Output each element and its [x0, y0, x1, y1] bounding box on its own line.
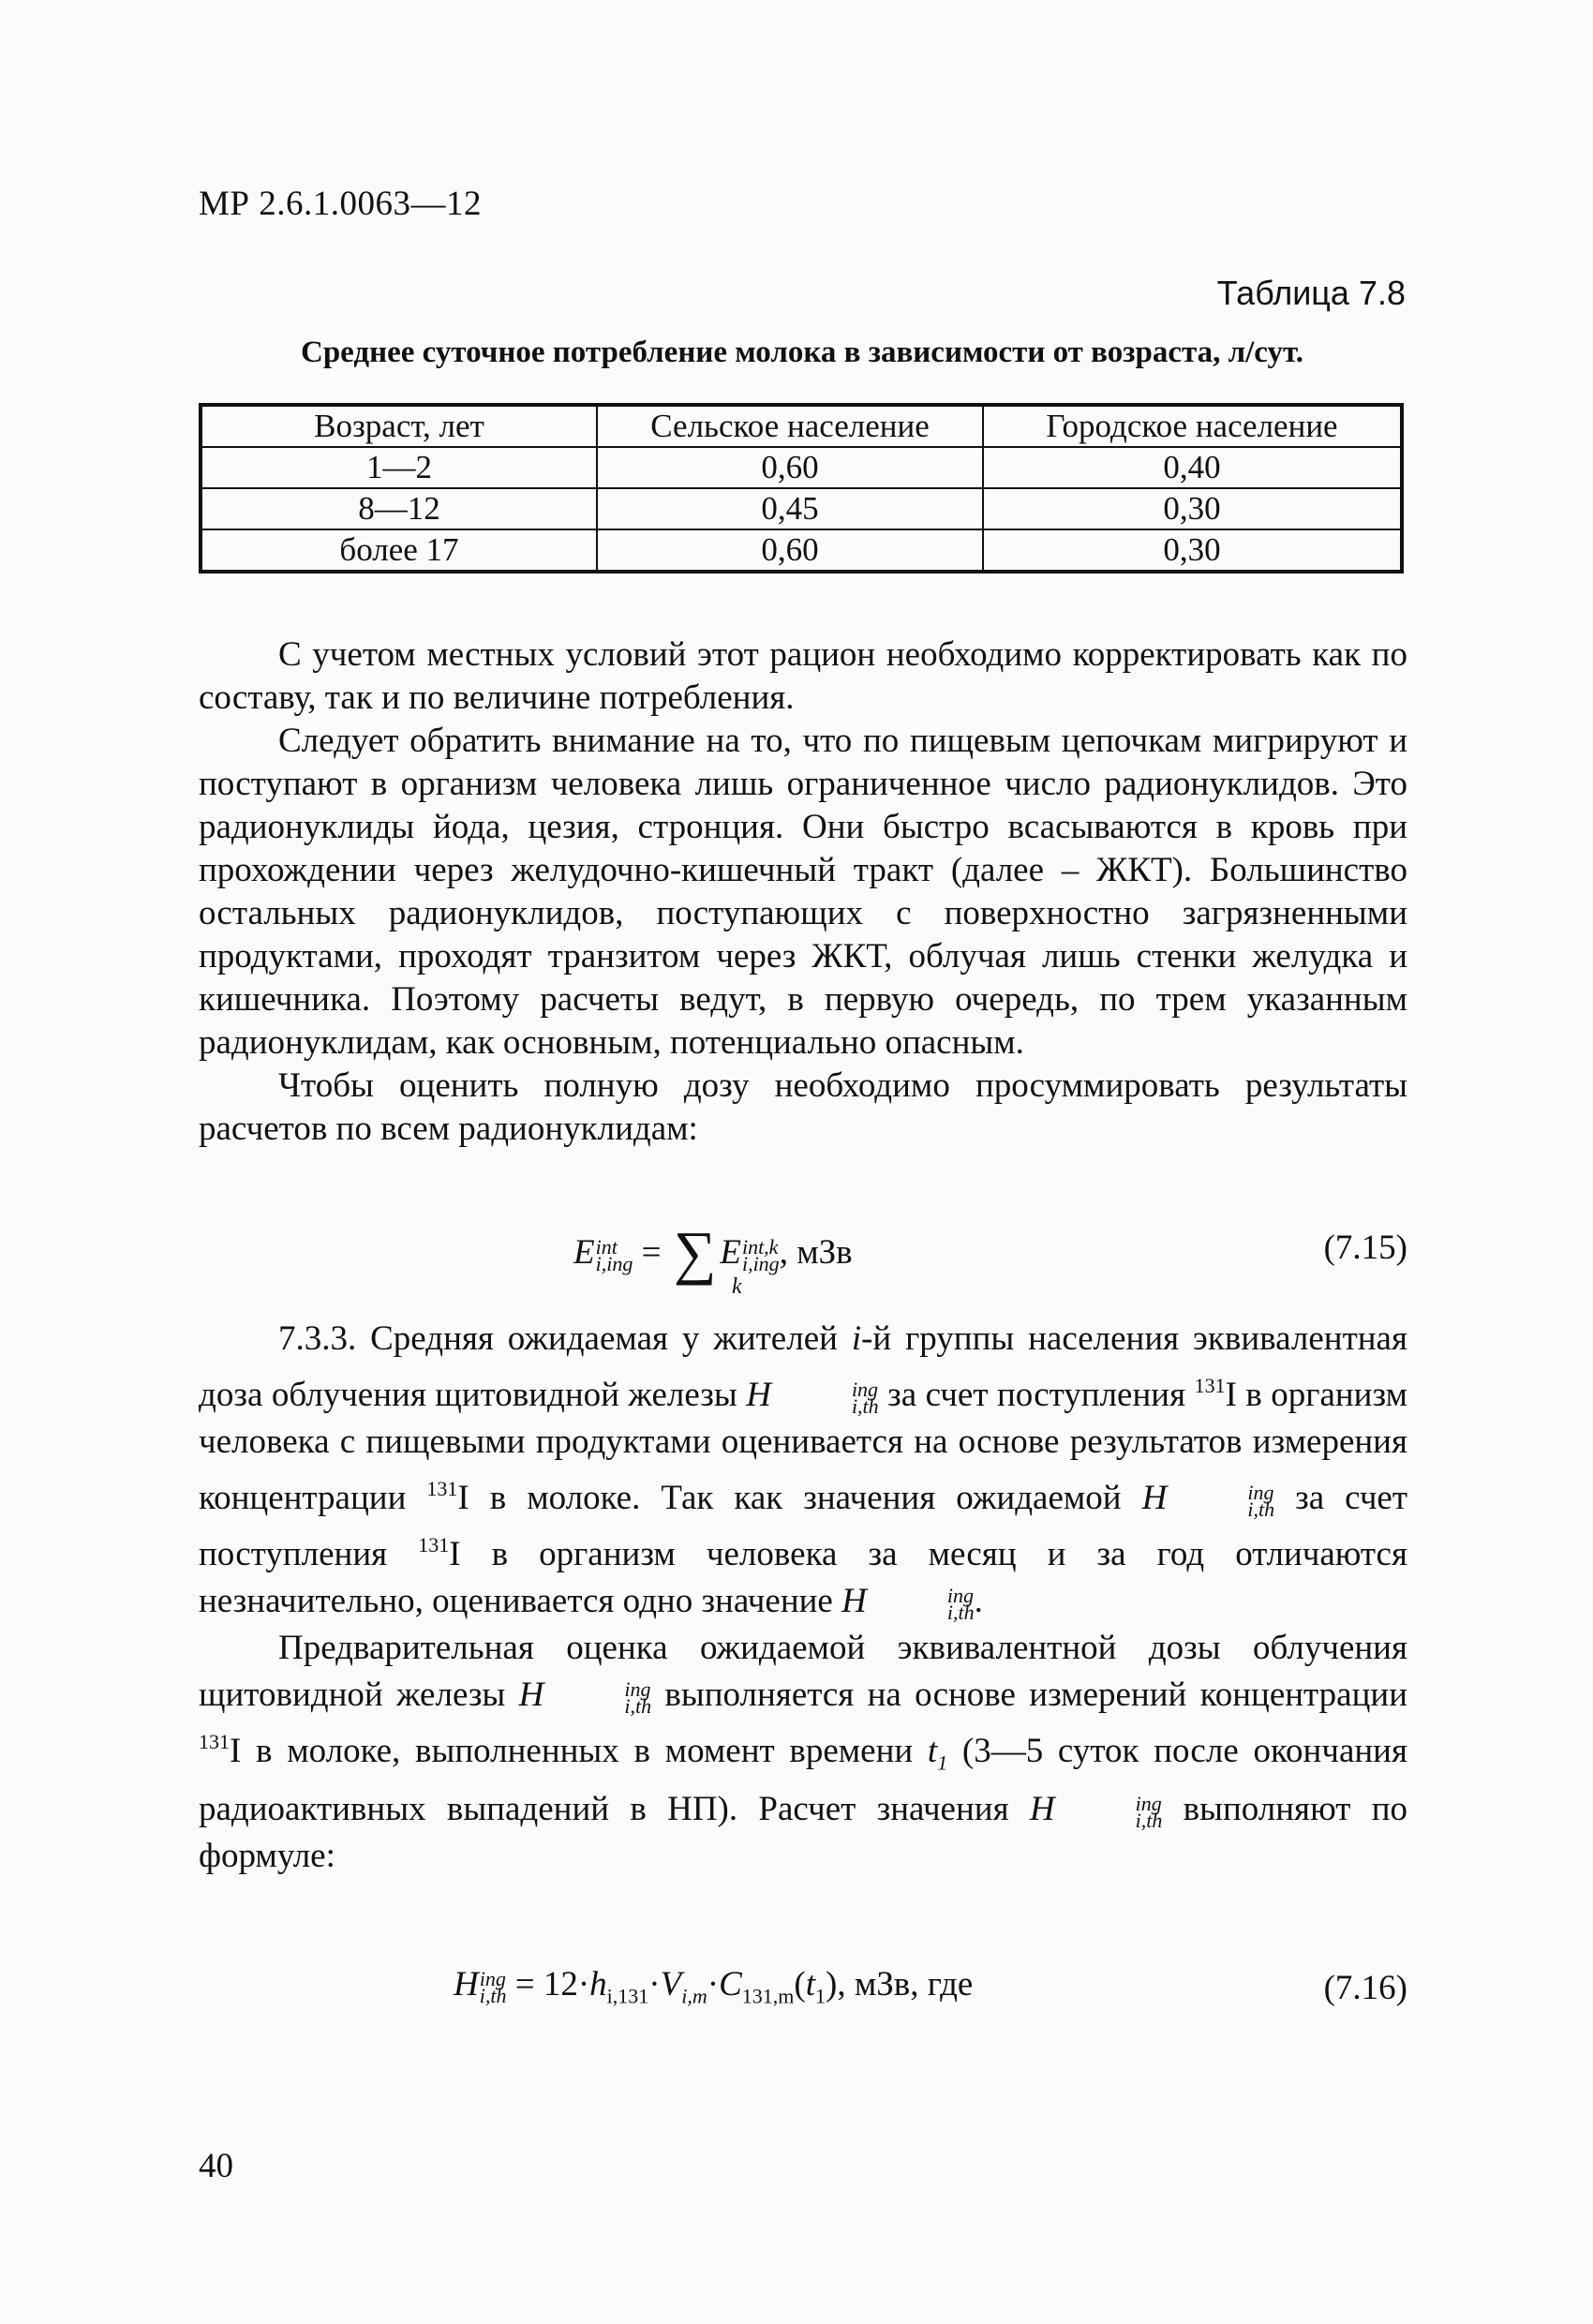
- milk-consumption-table: [199, 403, 1404, 574]
- table-cell: 0,30: [983, 529, 1402, 572]
- formula-indices: [868, 1583, 975, 1624]
- subscript: 131,m: [741, 1984, 795, 2008]
- table-cell: более 17: [201, 529, 597, 572]
- subscript: 1: [814, 1984, 826, 2008]
- table-cell: 8—12: [201, 488, 597, 529]
- subscript: i,m: [681, 1984, 707, 2008]
- formula-factor: 12·: [543, 1965, 590, 2004]
- sum-sign: ∑: [673, 1219, 717, 1286]
- subscript: i,th: [1247, 1497, 1275, 1521]
- text-run: за счет поступления: [199, 1479, 1408, 1573]
- formula-symbol: E: [573, 1233, 595, 1272]
- isotope-mass: 131: [199, 1730, 230, 1753]
- table-cell: 1—2: [201, 447, 597, 488]
- formula-symbol: h: [589, 1965, 607, 2004]
- text-run: выполняется на основе измерений концентрации: [651, 1676, 1408, 1714]
- formula-dot: ·: [648, 1965, 661, 2004]
- formula-symbol: H: [518, 1676, 544, 1714]
- table-row: [201, 529, 1402, 572]
- text-run: (3—5 суток после окончания радиоактивных выпадений в НП). Расчет значения: [199, 1732, 1407, 1829]
- formula-symbol: H: [454, 1965, 479, 2004]
- formula-symbol: E: [720, 1233, 741, 1272]
- sum-index: k: [732, 1274, 742, 1299]
- header-cell: Сельское население: [597, 405, 983, 447]
- formula-symbol: H: [746, 1376, 771, 1414]
- formula-tail: , мЗв, где: [837, 1965, 974, 2004]
- header-cell: Городское население: [983, 405, 1402, 447]
- text-run: 7.3.3. Средняя ожидаемая у жителей: [278, 1319, 852, 1358]
- table-cell: 0,45: [597, 488, 983, 529]
- formula-paren: (: [794, 1965, 806, 2004]
- isotope-mass: 131: [426, 1477, 458, 1500]
- table-row: [201, 488, 1402, 529]
- text-run: I в организм человека за месяц и за год отличаются незначительно, оценивается одно значение: [199, 1535, 1407, 1620]
- subscript: i,th: [479, 1983, 507, 2007]
- formula-indices: [772, 1377, 879, 1418]
- paragraph: Чтобы оценить полную дозу необходимо просуммировать результаты расчетов по всем радионуклидам:: [199, 1066, 1407, 1148]
- table-cell: 0,60: [597, 447, 983, 488]
- text-run: .: [974, 1582, 983, 1620]
- superscript: int,k: [741, 1234, 779, 1259]
- formula-symbol: H: [841, 1582, 867, 1620]
- subscript: i,th: [624, 1693, 652, 1718]
- text-run: i: [851, 1319, 862, 1358]
- table-cell: 0,30: [983, 488, 1402, 529]
- table-caption: Среднее суточное потребление молока в зависимости от возраста, л/сут.: [300, 335, 1303, 369]
- body-text-block-1: [199, 633, 1407, 1151]
- text-run: -й группы населения эквивалентная доза облучения щитовидной железы: [199, 1319, 1407, 1414]
- superscript: ing: [1135, 1791, 1162, 1815]
- subscript: i,131: [606, 1984, 649, 2008]
- formula-dot: ·: [707, 1965, 720, 2004]
- equation-number: (7.16): [1323, 1969, 1407, 2007]
- paragraph: С учетом местных условий этот рацион необходимо корректировать как по составу, так и по величине потребления.: [199, 635, 1407, 717]
- isotope-mass: 131: [418, 1533, 450, 1557]
- formula-7-15: [573, 1218, 853, 1288]
- formula-7-16: [454, 1964, 973, 2008]
- formula-symbol: V: [660, 1965, 682, 2004]
- formula-tail: , мЗв: [779, 1233, 853, 1272]
- text-run: I в молоке, выполненных в момент времени: [230, 1732, 928, 1770]
- subscript: i,th: [1135, 1808, 1163, 1832]
- paragraph: [199, 1316, 1407, 1625]
- formula-equals: =: [641, 1233, 662, 1272]
- text-run: I в организм человека с пищевыми продуктами оценивается на основе результатов измерения концентрации: [199, 1376, 1407, 1517]
- formula-equals: =: [514, 1965, 535, 2004]
- superscript: ing: [1247, 1480, 1274, 1504]
- formula-indices: [1168, 1480, 1275, 1521]
- text-run: I в молоке. Так как значения ожидаемой: [457, 1479, 1142, 1517]
- paragraph: [199, 1625, 1407, 1880]
- text-run: выполняют по формуле:: [199, 1790, 1407, 1876]
- body-text-block-2: [199, 1316, 1407, 1880]
- formula-indices: [741, 1234, 780, 1275]
- formula-symbol: H: [1029, 1790, 1055, 1829]
- formula-symbol: H: [1141, 1479, 1168, 1517]
- formula-symbol: t: [805, 1965, 815, 2004]
- formula-symbol: t: [927, 1732, 938, 1770]
- equation-number: (7.15): [1323, 1229, 1407, 1267]
- superscript: int: [595, 1234, 618, 1259]
- isotope-mass: 131: [1194, 1374, 1226, 1397]
- superscript: ing: [624, 1676, 651, 1701]
- table-header-row: [201, 405, 1402, 447]
- superscript: ing: [946, 1583, 974, 1607]
- formula-paren: ): [825, 1965, 838, 2004]
- text-run: за счет поступления: [878, 1376, 1195, 1414]
- formula-indices: [595, 1234, 633, 1275]
- subscript: i,ing: [741, 1251, 780, 1275]
- table-row: [201, 447, 1402, 488]
- formula-indices: [479, 1966, 507, 2007]
- subscript: 1: [937, 1750, 948, 1775]
- table-cell: 0,40: [983, 447, 1402, 488]
- subscript: i,ing: [595, 1251, 633, 1275]
- subscript: i,th: [851, 1393, 879, 1418]
- formula-symbol: C: [719, 1965, 742, 2004]
- table-cell: 0,60: [597, 529, 983, 572]
- table-number: Таблица 7.8: [1216, 274, 1406, 312]
- formula-indices: [544, 1676, 652, 1718]
- paragraph: Следует обратить внимание на то, что по пищевым цепочкам мигрируют и поступают в организм человека лишь ограниченное число радионуклидов. Это радионуклиды йода, цезия, стронция. Они быстро всасываются в кровь при прохождении через желудочно-кишечный тракт (далее – ЖКТ). Большинство остальных радионуклидов, поступающих с поверхностно загрязненными продуктами, проходят транзитом через ЖКТ, облучая лишь стенки желудка и кишечника. Поэтому расчеты ведут, в первую очередь, по трем указанным радионуклидам, как основным, потенциально опасным.: [199, 722, 1407, 1062]
- superscript: ing: [479, 1966, 506, 1990]
- text-run: Предварительная оценка ожидаемой эквивалентной дозы облучения щитовидной железы: [199, 1629, 1407, 1714]
- subscript: i,th: [946, 1600, 975, 1624]
- header-cell: Возраст, лет: [201, 405, 597, 447]
- document-code: МР 2.6.1.0063—12: [199, 185, 482, 223]
- formula-indices: [1056, 1791, 1163, 1832]
- page-number: 40: [199, 2147, 233, 2185]
- superscript: ing: [851, 1377, 879, 1401]
